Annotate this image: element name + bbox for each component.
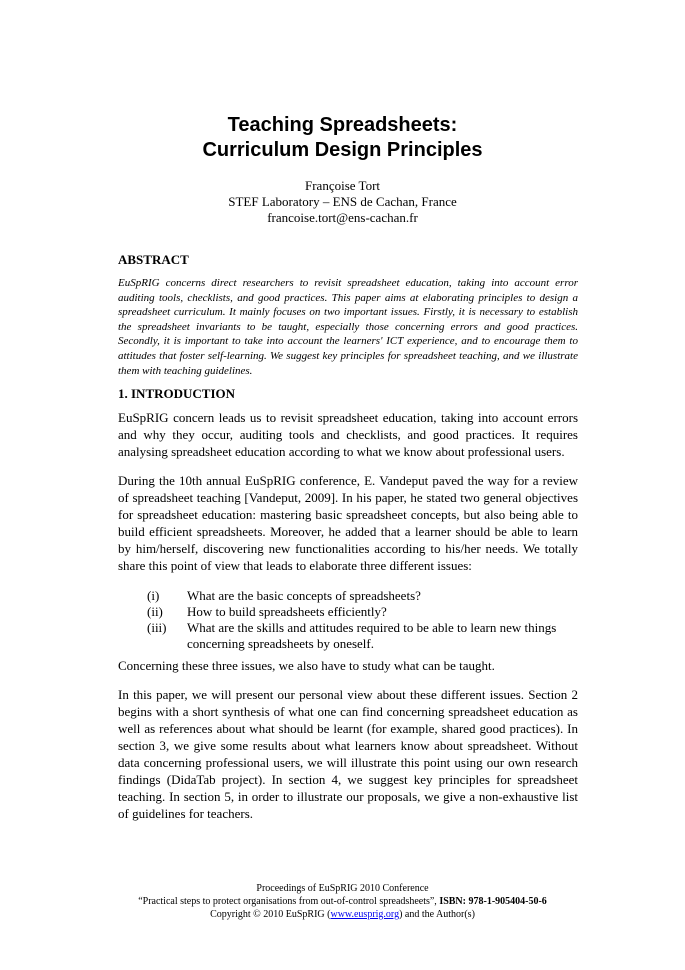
footer-conference-theme xyxy=(0,896,685,909)
intro-paragraph-4: In this paper, we will present our personal view about these different issues. Section 2 begins with a short synthesis of what one can find concerning spreadsheet education as well as references about what should be learnt (for example, shared good practices). In section 3, we give some results about what learners know about spreadsheet. Without data concerning professional users, we will illustrate this point using our own research findings (DidaTab project). In section 4, we suggest key principles for spreadsheet teaching. In section 5, in order to illustrate our proposals, we give a non-exhaustive list of guidelines for teachers. xyxy=(118,687,578,821)
footer-theme-text: “Practical steps to protect organisations from out-of-control spreadsheets”, xyxy=(138,896,440,907)
list-item-number: (iii) xyxy=(147,620,167,635)
intro-paragraph-3: Concerning these three issues, we also have to study what can be taught. xyxy=(118,658,495,673)
footer-proceedings: Proceedings of EuSpRIG 2010 Conference xyxy=(256,883,429,894)
list-item-text: What are the basic concepts of spreadsheets? xyxy=(187,588,421,603)
footer-copyright xyxy=(0,909,685,922)
issues-list xyxy=(147,588,578,652)
footer-copyright-suffix: ) and the Author(s) xyxy=(399,909,475,920)
list-item-text: How to build spreadsheets efficiently? xyxy=(187,604,387,619)
list-item-number: (i) xyxy=(147,588,160,603)
paper-title-line-2: Curriculum Design Principles xyxy=(202,139,483,161)
intro-paragraph-2: During the 10th annual EuSpRIG conference, E. Vandeput paved the way for a review of spreadsheet teaching [Vandeput, 2009]. In his paper, he stated two general objectives for spreadsheet education: mastering basic spreadsheet concepts, but also being able to build efficient spreadsheets. Moreover, he added that a learner should be able to learn by him/herself, discovering new functionalities according to his/her needs. We totally share this point of view that leads to elaborate three different issues: xyxy=(118,473,578,573)
abstract-heading: ABSTRACT xyxy=(118,252,189,267)
eusprig-link[interactable]: www.eusprig.org xyxy=(330,909,400,920)
abstract-text: EuSpRIG concerns direct researchers to revisit spreadsheet education, taking into account error auditing tools, checklists, and good practices. This paper aims at elaborating principles to design a spreadsheet curriculum. It mainly focuses on two important issues. Firstly, it is necessary to establish the spreadsheet invariants to be taught, especially those concerning errors and good practices. Secondly, it is important to take into account the learners' ICT experience, and to encourage them to attitudes that foster self-learning. We suggest key principles for spreadsheet teaching, and we illustrate them with teaching guidelines. xyxy=(118,277,578,377)
author-affiliation: STEF Laboratory – ENS de Cachan, France xyxy=(228,194,457,209)
list-item xyxy=(147,604,578,620)
list-item-number: (ii) xyxy=(147,604,163,619)
author-name: Françoise Tort xyxy=(304,178,381,193)
author-email: francoise.tort@ens-cachan.fr xyxy=(267,210,418,225)
introduction-heading: 1. INTRODUCTION xyxy=(118,386,236,401)
intro-paragraph-1: EuSpRIG concern leads us to revisit spreadsheet education, taking into account errors and why they occur, auditing tools and checklists, and good practices. It requires analysing spreadsheet education according to what we know about professional users. xyxy=(118,410,578,459)
list-item-text: What are the skills and attitudes required to be able to learn new things concerning spreadsheets by oneself. xyxy=(187,620,557,651)
list-item xyxy=(147,588,578,604)
footer-copyright-text: Copyright © 2010 EuSpRIG ( xyxy=(210,909,331,920)
list-item xyxy=(147,620,578,652)
paper-title-line-1: Teaching Spreadsheets: xyxy=(227,114,458,136)
footer-isbn: ISBN: 978-1-905404-50-6 xyxy=(439,896,547,907)
